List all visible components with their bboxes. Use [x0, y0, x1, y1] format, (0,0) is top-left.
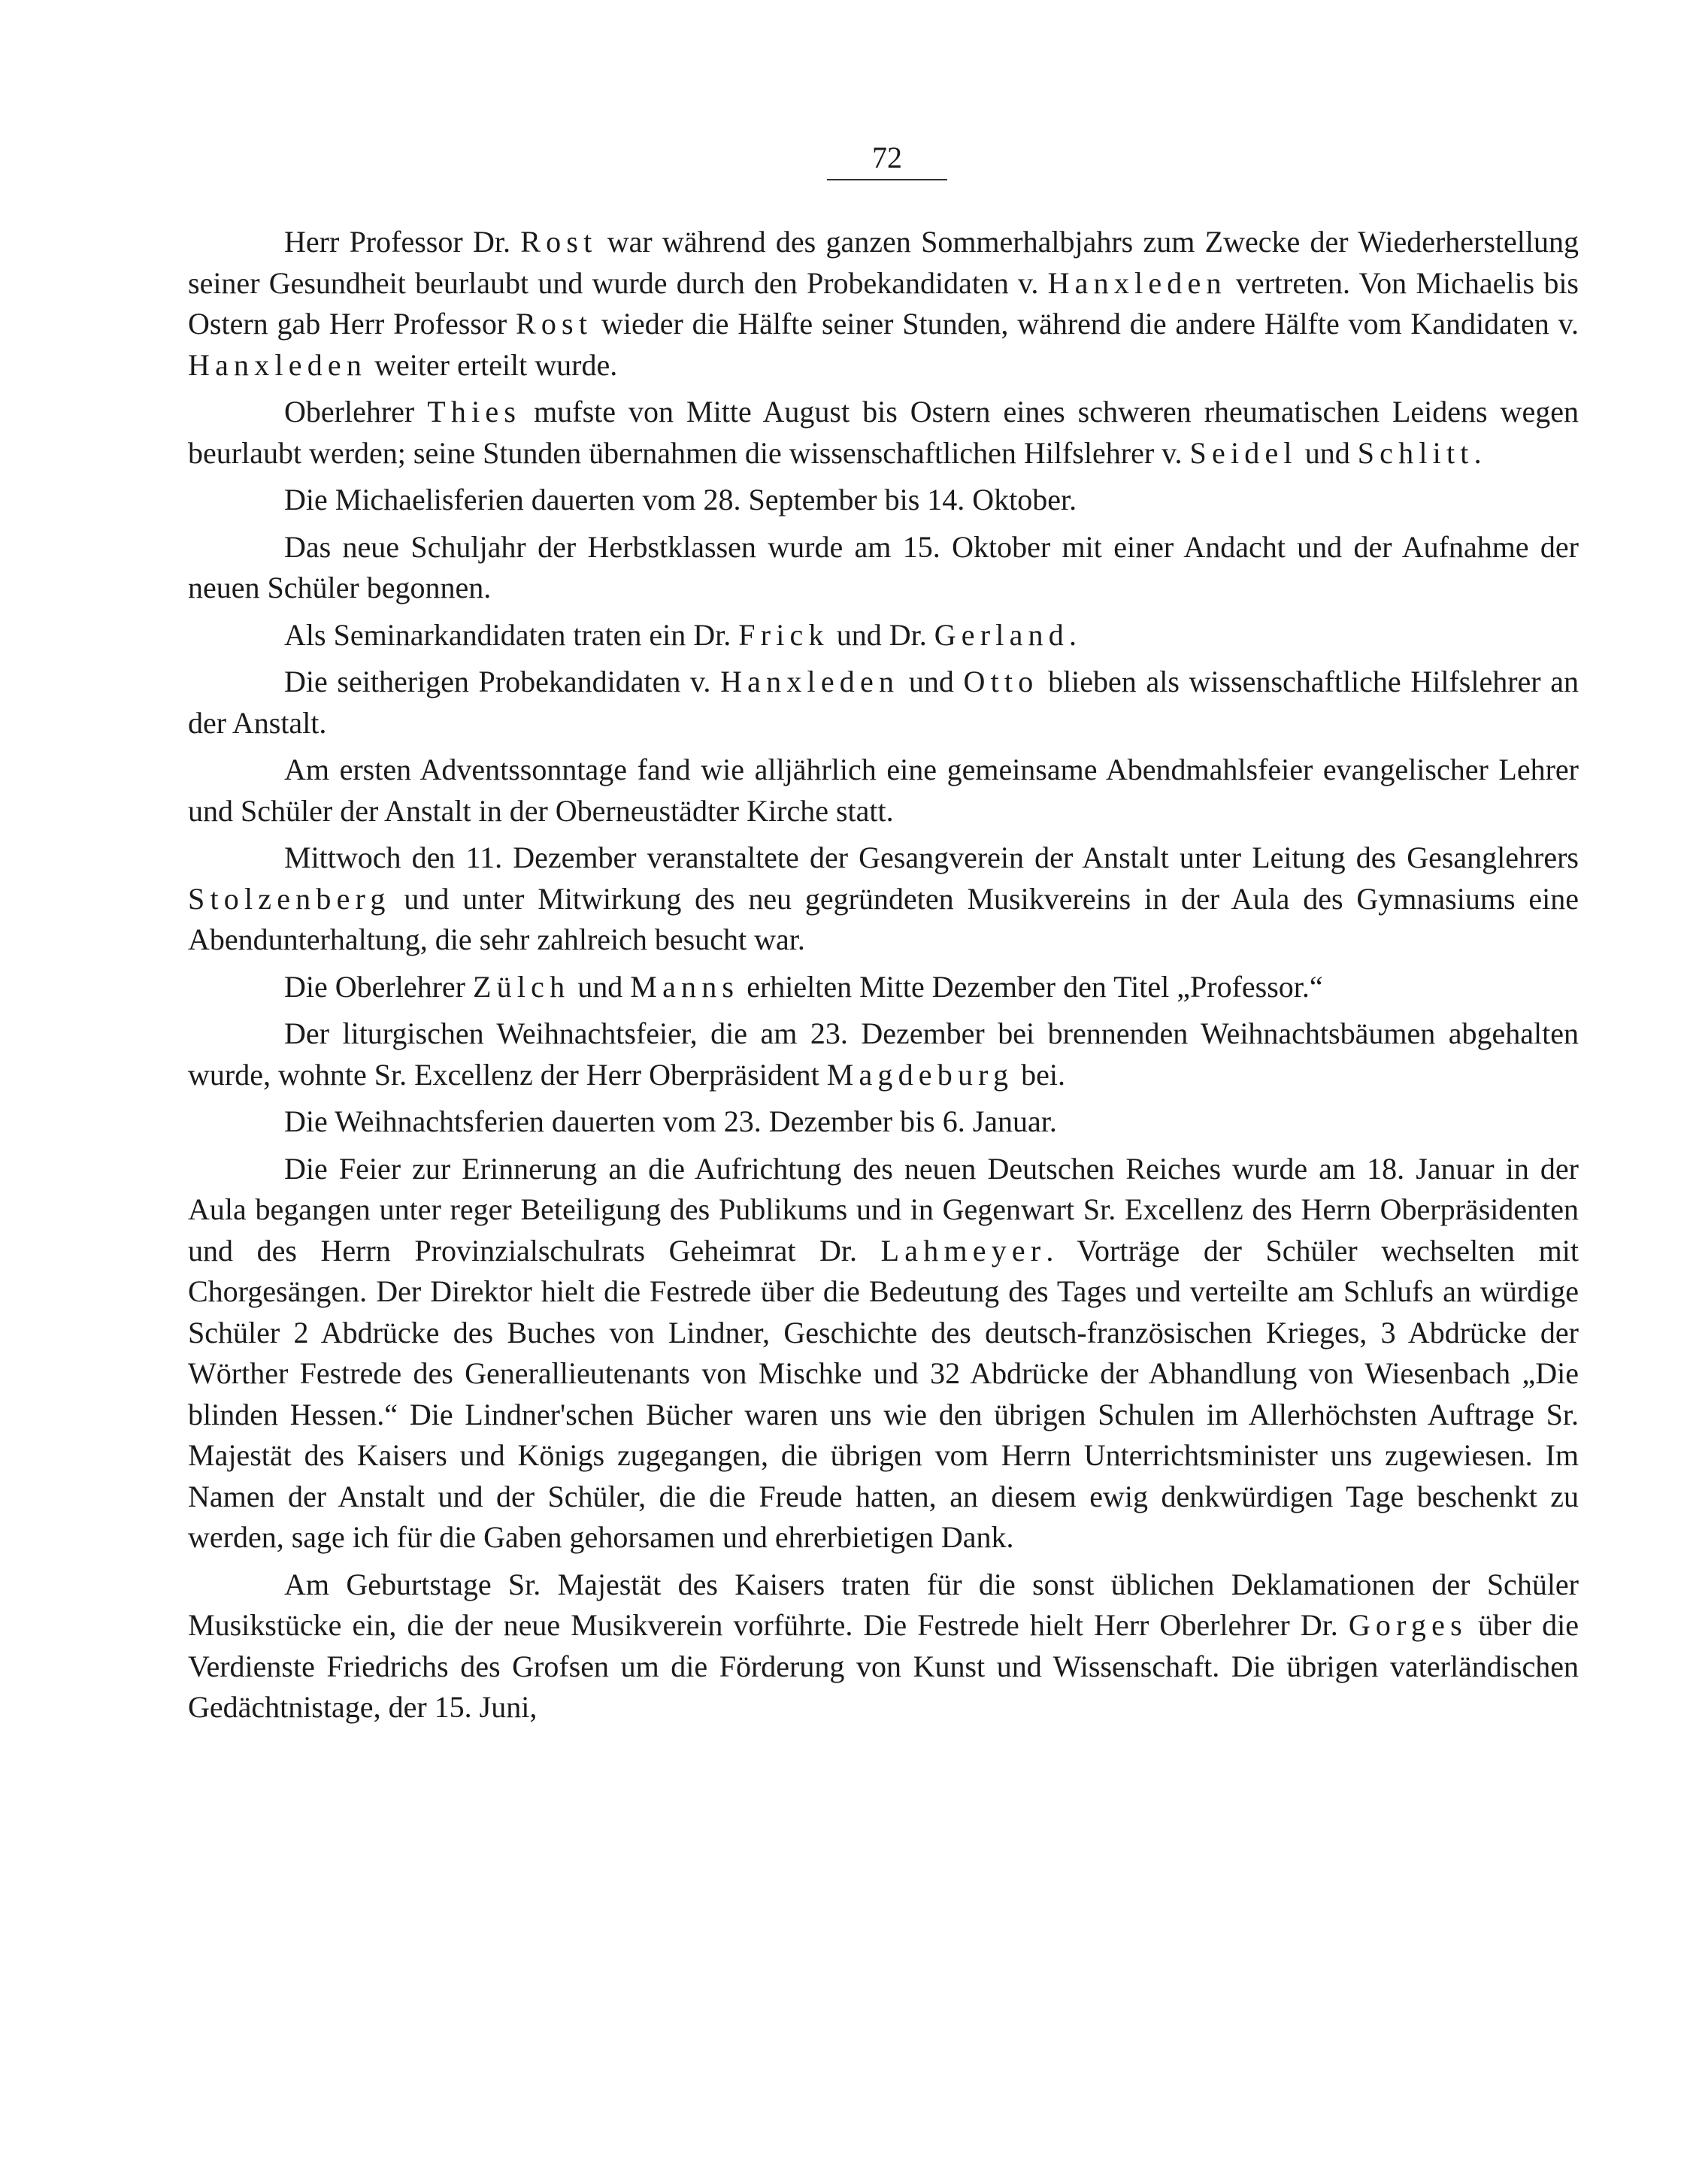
spaced-name: Gerland	[934, 617, 1069, 652]
spaced-name: Otto	[963, 665, 1039, 698]
text-run: über die Verdienste Friedrichs des Grofsen um die Förderung von Kunst und Wissenschaft. Die übrigen vaterländischen Gedächtnistage, der 15. Juni,	[188, 1608, 1579, 1724]
text-run: Mittwoch den 11. Dezember veranstaltete der Gesangverein der Anstalt unter Leitung des Gesanglehrers	[284, 841, 1579, 874]
text-run: erhielten Mitte Dezember den Titel „Professor.“	[739, 969, 1323, 1004]
paragraph-christmas-holidays	[188, 1101, 1579, 1143]
body-text	[188, 222, 1579, 1734]
text-run: blieben als wissenschaftliche Hilfslehrer an der Anstalt.	[188, 665, 1579, 740]
text-run: .	[1068, 617, 1077, 652]
text-run: war während des ganzen Sommerhalbjahrs zum Zwecke der Wiederherstellung seiner Gesundheit beurlaubt und wurde durch den Probekandidaten v.	[188, 225, 1579, 300]
text-run: Die Feier zur Erinnerung an die Aufrichtung des neuen Deutschen Reiches wurde am 18. Januar in der Aula begangen unter reger Beteiligung des Publikums und in Gegenwart Sr. Excellenz des Herrn Oberpräsidenten und des Herrn Provinzialschulrats Geheimrat Dr.	[188, 1151, 1579, 1268]
text-run: Das neue Schuljahr der Herbstklassen wurde am 15. Oktober mit einer Andacht und der Aufnahme der neuen Schüler begonnen.	[188, 529, 1579, 604]
text-run: Der liturgischen Weihnachtsfeier, die am 23. Dezember bei brennenden Weihnachtsbäumen abgehalten wurde, wohnte Sr. Excellenz der Herr Oberpräsident	[188, 1016, 1579, 1092]
spaced-name: Hanxleden	[188, 347, 368, 382]
text-run: bei.	[1013, 1057, 1066, 1092]
paragraph-christmas-celebration	[188, 1013, 1579, 1095]
text-run: und	[570, 969, 631, 1004]
text-run: und unter Mitwirkung des neu gegründeten Musikvereins in der Aula des Gymnasiums eine Abendunterhaltung, die sehr zahlreich besucht war.	[188, 881, 1579, 956]
spaced-name: Manns	[630, 969, 740, 1004]
text-run: .	[1473, 435, 1482, 470]
text-run: Die Michaelisferien dauerten vom 28. September bis 14. Oktober.	[284, 483, 1077, 516]
text-run: . Vorträge der Schüler wechselten mit Chorgesängen. Der Direktor hielt die Festrede über die Bedeutung des Tages und verteilte am Schlufs an würdige Schüler 2 Abdrücke des Buches von Lindner, Geschichte des deutsch-französischen Krieges, 3 Abdrücke der Wörther Festrede des Generallieutenants von Mischke und 32 Abdrücke der Abhandlung von Wiesenbach „Die blinden Hessen.“ Die Lindner'schen Bücher waren uns wie den übrigen Schulen im Allerhöchsten Auftrage Sr. Majestät des Kaisers und Königs zugegangen, die übrigen vom Herrn Unterrichtsminister uns zugewiesen. Im Namen der Anstalt und der Schüler, die die Freude hatten, an diesem ewig denkwürdigen Tage beschenkt zu werden, sage ich für die Gaben gehorsamen und ehrerbietigen Dank.	[188, 1233, 1579, 1554]
text-run: Herr Professor Dr.	[284, 225, 521, 259]
text-run: Am ersten Adventssonntage fand wie alljährlich eine gemeinsame Abendmahlsfeier evangelischer Lehrer und Schüler der Anstalt in der Oberneustädter Kirche statt.	[188, 753, 1579, 828]
spaced-name: Zülch	[472, 969, 571, 1004]
paragraph-seminar-candidates	[188, 615, 1579, 656]
spaced-name: Frick	[738, 617, 829, 652]
spaced-name: Schlitt	[1357, 435, 1474, 470]
paragraph-thies-leave	[188, 392, 1579, 474]
text-run: Als Seminarkandidaten traten ein Dr.	[284, 617, 739, 652]
spaced-name: Rost	[515, 307, 593, 341]
text-run: Am Geburtstage Sr. Majestät des Kaisers traten für die sonst üblichen Deklamationen der Schüler Musikstücke ein, die der neue Musikverein vorführte. Die Festrede hielt Herr Oberlehrer Dr.	[188, 1567, 1579, 1642]
text-run: mufste von Mitte August bis Ostern eines schweren rheumatischen Leidens wegen beurlaubt werden; seine Stunden übernahmen die wissenschaftlichen Hilfslehrer v.	[188, 395, 1579, 470]
text-run: weiter erteilt wurde.	[367, 347, 618, 382]
spaced-name: Thies	[427, 395, 522, 429]
text-run: vertreten. Von Michaelis bis Ostern gab Herr Professor	[188, 265, 1579, 341]
paragraph-concert	[188, 838, 1579, 961]
text-run: Die Weihnachtsferien dauerten vom 23. Dezember bis 6. Januar.	[284, 1104, 1057, 1138]
spaced-name: Stolzenberg	[188, 881, 391, 916]
spaced-name: Seidel	[1189, 435, 1298, 470]
spaced-name: Lahmeyer	[880, 1233, 1046, 1268]
text-run: und	[1297, 435, 1358, 470]
text-run: Oberlehrer	[284, 395, 428, 429]
paragraph-probationers	[188, 662, 1579, 744]
paragraph-new-school-year	[188, 527, 1579, 609]
spaced-name: Rost	[520, 225, 598, 259]
text-run: und Dr.	[828, 617, 934, 652]
page-number: 72	[827, 143, 947, 180]
spaced-name: Magdeburg	[826, 1057, 1014, 1092]
text-run: Die Oberlehrer	[284, 969, 473, 1004]
spaced-name: Hanxleden	[720, 665, 900, 698]
spaced-name: Hanxleden	[1047, 265, 1227, 300]
text-run: und	[899, 665, 964, 698]
text-run: wieder die Hälfte seiner Stunden, während die andere Hälfte vom Kandidaten v.	[592, 307, 1579, 341]
paragraph-reich-anniversary	[188, 1149, 1579, 1558]
paragraph-michaelis-holidays	[188, 480, 1579, 521]
paragraph-kaiser-birthday	[188, 1565, 1579, 1728]
paragraph-rost-leave	[188, 222, 1579, 386]
spaced-name: Gorges	[1348, 1608, 1467, 1642]
text-run: Die seitherigen Probekandidaten v.	[284, 665, 721, 698]
paragraph-professor-titles	[188, 967, 1579, 1008]
paragraph-advent-communion	[188, 750, 1579, 831]
